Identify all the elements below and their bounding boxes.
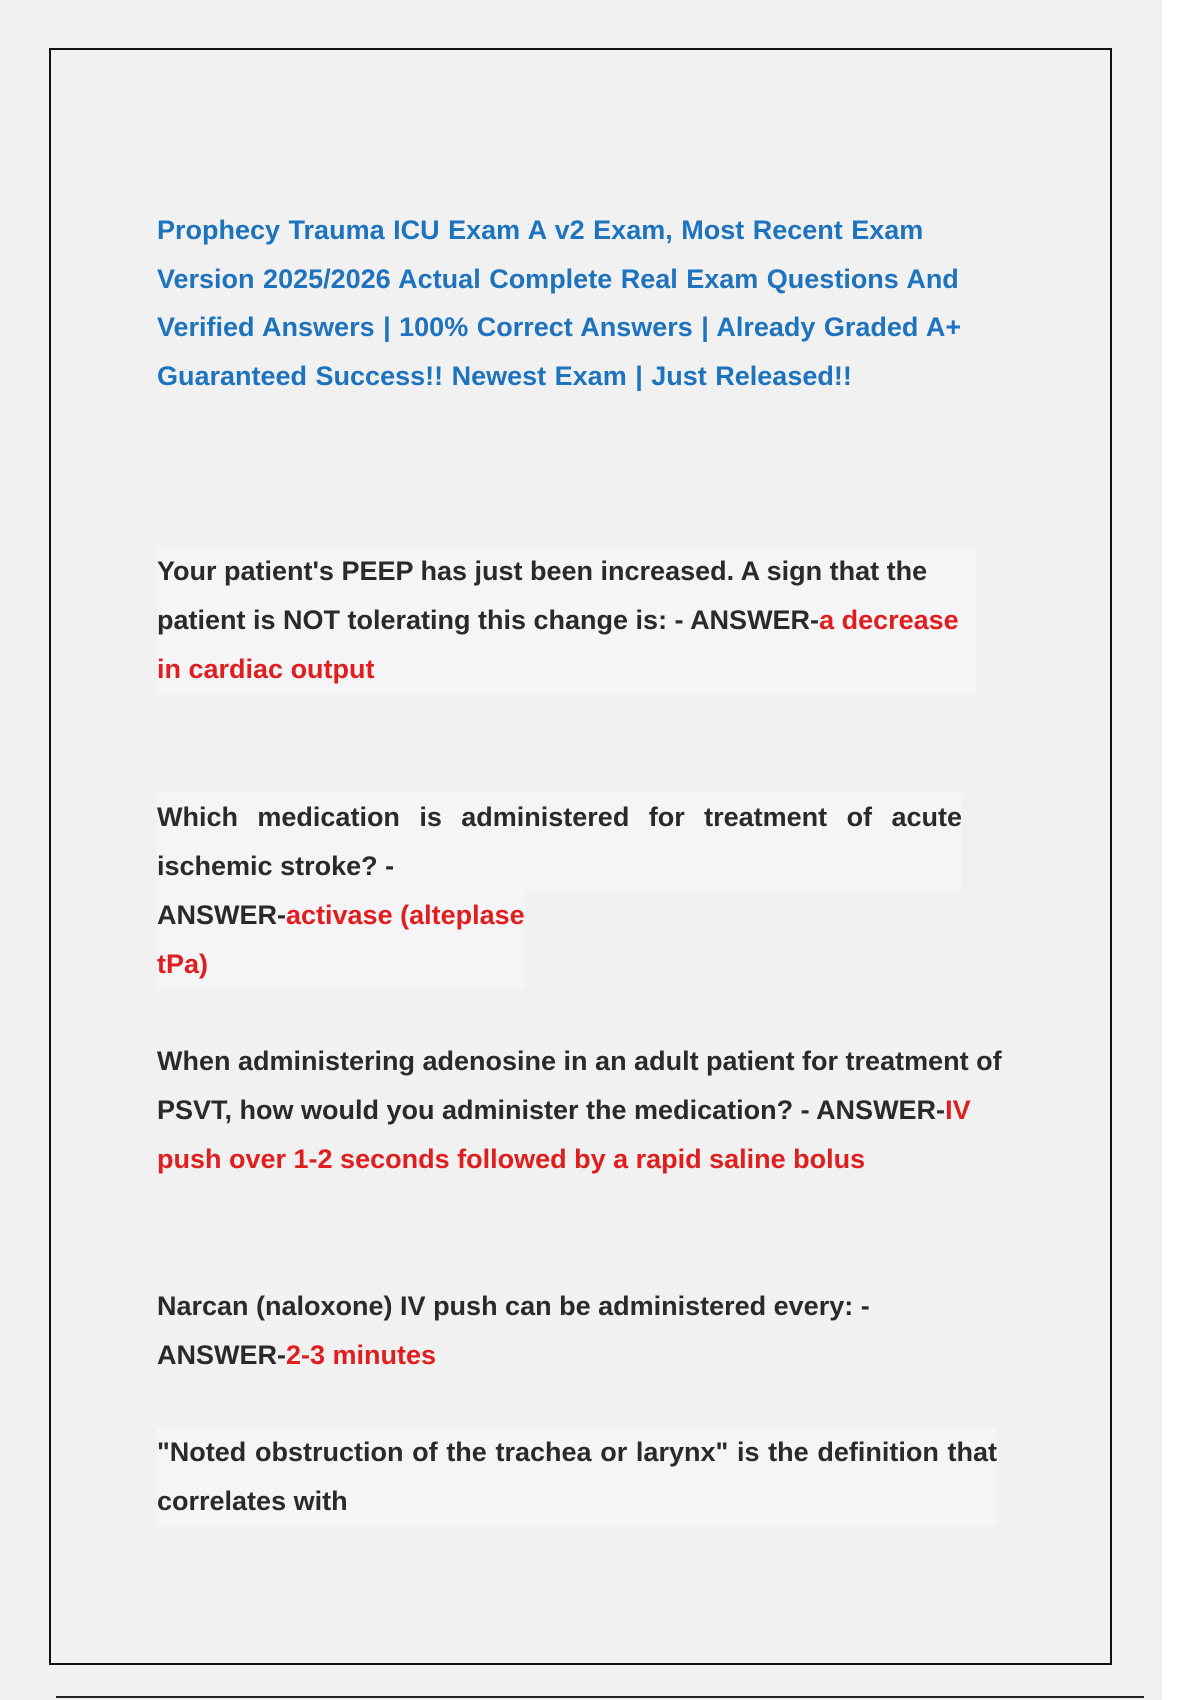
page-margin-strip — [1162, 0, 1200, 1700]
answer-label: ANSWER- — [157, 900, 286, 930]
qa-item-1 — [157, 547, 977, 694]
question-text: Narcan (naloxone) IV push can be administered every: - ANSWER-2-3 minutes — [157, 1291, 870, 1370]
page-bottom-divider — [56, 1696, 1144, 1698]
answer-text: activase (alteplase tPa) — [157, 900, 525, 979]
question-text: Which medication is administered for treatment of acute ischemic stroke? - — [157, 793, 962, 891]
answer-text: a decrease in cardiac output — [157, 605, 959, 684]
question-text: "Noted obstruction of the trachea or larynx" is the definition that correlates with — [157, 1428, 997, 1526]
answer-text: IV push over 1-2 seconds followed by a rapid saline bolus — [157, 1095, 971, 1174]
question-text: Your patient's PEEP has just been increased. A sign that the patient is NOT tolerating this change is: - ANSWER-a decrease in cardiac output — [157, 547, 976, 694]
question-text: When administering adenosine in an adult patient for treatment of PSVT, how would you administer the medication? - ANSWER-IV push over 1-2 seconds followed by a rapid saline bolus — [157, 1046, 1002, 1174]
answer-label: ANSWER- — [157, 1340, 286, 1370]
answer-block — [157, 891, 525, 989]
qa-item-5 — [157, 1428, 997, 1526]
qa-item-2 — [157, 793, 962, 989]
answer-label: ANSWER- — [816, 1095, 946, 1125]
answer-text: 2-3 minutes — [286, 1340, 437, 1370]
document-title: Prophecy Trauma ICU Exam A v2 Exam, Most Recent Exam Version 2025/2026 Actual Complete Real Exam Questions And Verified Answers | 100% Correct Answers | Already Graded A+ Guaranteed Success!! Newest Exam | Just Released!! — [157, 215, 962, 391]
qa-item-4 — [157, 1282, 917, 1380]
qa-item-3 — [157, 1037, 1017, 1184]
answer-label: ANSWER- — [690, 605, 820, 635]
